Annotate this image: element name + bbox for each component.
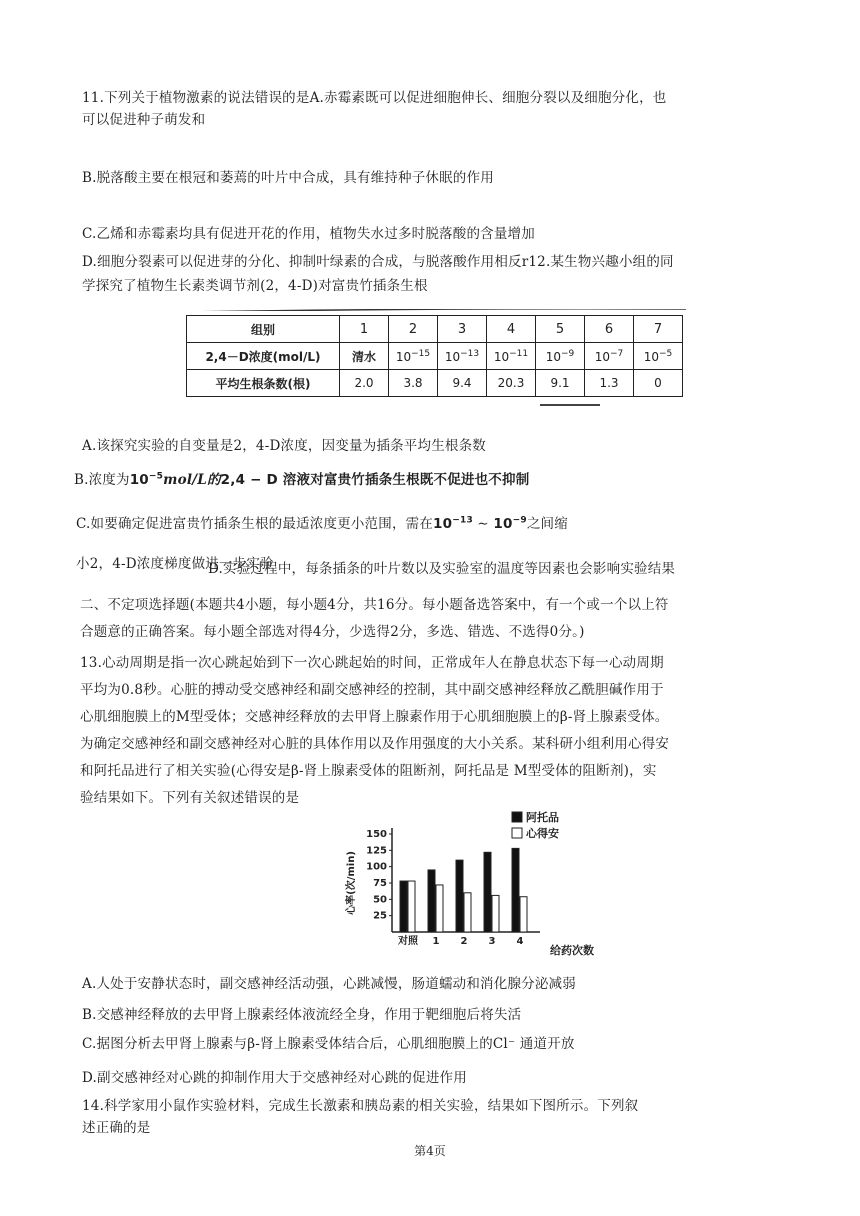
concentration-cell: $10^{-7}$ <box>585 343 634 370</box>
x-tick-label: 1 <box>432 936 440 947</box>
bar-atropine <box>512 848 519 932</box>
heart-rate-bar-chart <box>340 808 600 964</box>
y-axis-label: 心率(次/min) <box>346 851 357 915</box>
q12-option-b: B.浓度为$10^{-5}mol/L$的2,4 − D 溶液对富贵竹插条生根既不促进也不抑制 <box>74 471 530 488</box>
table-row-roots <box>187 370 683 397</box>
concentration-cell: $10^{-5}$ <box>634 343 683 370</box>
concentration-cell: $10^{-15}$ <box>389 343 438 370</box>
section2-intro-line1: 二、不定项选择题(本题共4小题，每小题4分，共16分。每小题备选答案中，有一个或一个以上符 <box>80 597 669 613</box>
legend-label: 阿托品 <box>526 811 559 824</box>
bar-atropine <box>400 881 407 932</box>
concentration-cell: $10^{-11}$ <box>487 343 536 370</box>
x-tick-label: 对照 <box>398 936 418 947</box>
q11-option-c: C.乙烯和赤霉素均具有促进开花的作用，植物失水过多时脱落酸的含量增加 <box>82 226 535 242</box>
q12-option-c: C.如要确定促进富贵竹插条生根的最适浓度更小范围，需在$10^{-13}$ ∼ $10^{-9}$之间缩 <box>76 515 568 532</box>
q13-option-a: A.人处于安静状态时，副交感神经活动强，心跳减慢，肠道蠕动和消化腺分泌减弱 <box>82 976 576 992</box>
y-tick-label: 125 <box>366 845 387 857</box>
x-axis-label: 给药次数 <box>550 944 594 957</box>
q13-option-c: C.据图分析去甲肾上腺素与β-肾上腺素受体结合后，心肌细胞膜上的Cl⁻ 通道开放 <box>82 1036 575 1052</box>
bar-atropine <box>428 870 435 932</box>
concentration-cell: $10^{-13}$ <box>438 343 487 370</box>
concentration-cell: 清水 <box>340 343 389 370</box>
y-tick-label: 50 <box>373 894 387 906</box>
roots-cell: 1.3 <box>585 370 634 397</box>
group-cell: 2 <box>389 316 438 343</box>
section2-intro-line2: 合题意的正确答案。每小题全部选对得4分，少选得2分，多选、错选、不选得0分。) <box>80 624 585 640</box>
roots-cell: 2.0 <box>340 370 389 397</box>
q13-stem-line5: 和阿托品进行了相关实验(心得安是β-肾上腺素受体的阻断剂，阿托品是 M型受体的阻断剂)，实 <box>80 763 657 779</box>
row-header-concentration: 2,4－D浓度(mol/L) <box>187 343 340 370</box>
row-header-roots: 平均生根条数(根) <box>187 370 340 397</box>
q13-stem-line6: 验结果如下。下列有关叙述错误的是 <box>80 790 300 806</box>
group-cell: 4 <box>487 316 536 343</box>
roots-cell: 20.3 <box>487 370 536 397</box>
y-tick-label: 100 <box>366 861 387 873</box>
group-cell: 3 <box>438 316 487 343</box>
bar-atropine <box>484 852 491 932</box>
q11-option-d-line1: D.细胞分裂素可以促进芽的分化、抑制叶绿素的合成，与脱落酸作用相反r12.某生物兴趣小组的同 <box>82 254 674 270</box>
q12-option-a: A.该探究实验的自变量是2，4-D浓度，因变量为插条平均生根条数 <box>82 438 487 454</box>
bar-propranolol <box>436 885 443 932</box>
x-tick-label: 3 <box>488 936 496 947</box>
q11-stem-line2: 可以促进种子萌发和 <box>82 112 206 128</box>
roots-cell: 0 <box>634 370 683 397</box>
table-row-concentration <box>187 343 683 370</box>
q13-stem-line1: 13.心动周期是指一次心跳起始到下一次心跳起始的时间，正常成年人在静息状态下每一心动周期 <box>80 655 664 671</box>
legend-swatch <box>512 828 522 838</box>
group-cell: 1 <box>340 316 389 343</box>
row-header-group: 组别 <box>187 316 340 343</box>
legend-swatch <box>512 812 522 822</box>
table-row-group <box>187 316 683 343</box>
bar-atropine <box>456 860 463 932</box>
q11-stem-line1: 11.下列关于植物激素的说法错误的是A.赤霉素既可以促进细胞伸长、细胞分裂以及细胞分化，也 <box>82 90 667 106</box>
x-tick-label: 2 <box>460 936 468 947</box>
q13-option-d: D.副交感神经对心跳的抑制作用大于交感神经对心跳的促进作用 <box>82 1070 467 1086</box>
table-scan-mark <box>540 404 600 406</box>
q13-stem-line3: 心肌细胞膜上的M型受体；交感神经释放的去甲肾上腺素作用于心肌细胞膜上的β-肾上腺素受体。 <box>80 709 669 725</box>
q13-stem-line2: 平均为0.8秒。心脏的搏动受交感神经和副交感神经的控制，其中副交感神经释放乙酰胆碱作用于 <box>80 682 664 698</box>
q11-option-b: B.脱落酸主要在根冠和萎蔫的叶片中合成，具有维持种子休眠的作用 <box>82 170 494 186</box>
roots-cell: 3.8 <box>389 370 438 397</box>
bar-propranolol <box>492 895 499 932</box>
q12-option-d: D.实验过程中，每条插条的叶片数以及实验室的温度等因素也会影响实验结果 <box>208 561 676 577</box>
legend-label: 心得安 <box>526 827 559 840</box>
q14-stem-line1: 14.科学家用小鼠作实验材料，完成生长激素和胰岛素的相关实验，结果如下图所示。下列叙 <box>82 1098 639 1114</box>
group-cell: 6 <box>585 316 634 343</box>
q12-stem: 学探究了植物生长素类调节剂(2，4-D)对富贵竹插条生根 <box>82 278 428 294</box>
x-tick-label: 4 <box>516 936 524 947</box>
roots-cell: 9.1 <box>536 370 585 397</box>
concentration-cell: $10^{-9}$ <box>536 343 585 370</box>
y-tick-label: 75 <box>373 878 387 889</box>
q14-stem-line2: 述正确的是 <box>82 1120 151 1136</box>
table-top-border <box>186 309 686 311</box>
page-number: 第4页 <box>414 1144 446 1158</box>
q13-stem-line4: 为确定交感神经和副交感神经对心脏的具体作用以及作用强度的大小关系。某科研小组利用心得安 <box>80 736 670 752</box>
bar-propranolol <box>520 897 527 932</box>
concentration-table <box>186 315 683 397</box>
q12-option-c-cont: 小2，4-D浓度梯度做进一步实验 <box>76 556 274 572</box>
concentration-table-figure <box>186 309 686 419</box>
q13-option-b: B.交感神经释放的去甲肾上腺素经体液流经全身，作用于靶细胞后将失活 <box>82 1007 522 1023</box>
bar-propranolol <box>408 881 415 932</box>
y-tick-label: 150 <box>366 829 387 840</box>
group-cell: 5 <box>536 316 585 343</box>
group-cell: 7 <box>634 316 683 343</box>
bar-propranolol <box>464 893 471 932</box>
y-tick-label: 25 <box>373 910 387 922</box>
roots-cell: 9.4 <box>438 370 487 397</box>
